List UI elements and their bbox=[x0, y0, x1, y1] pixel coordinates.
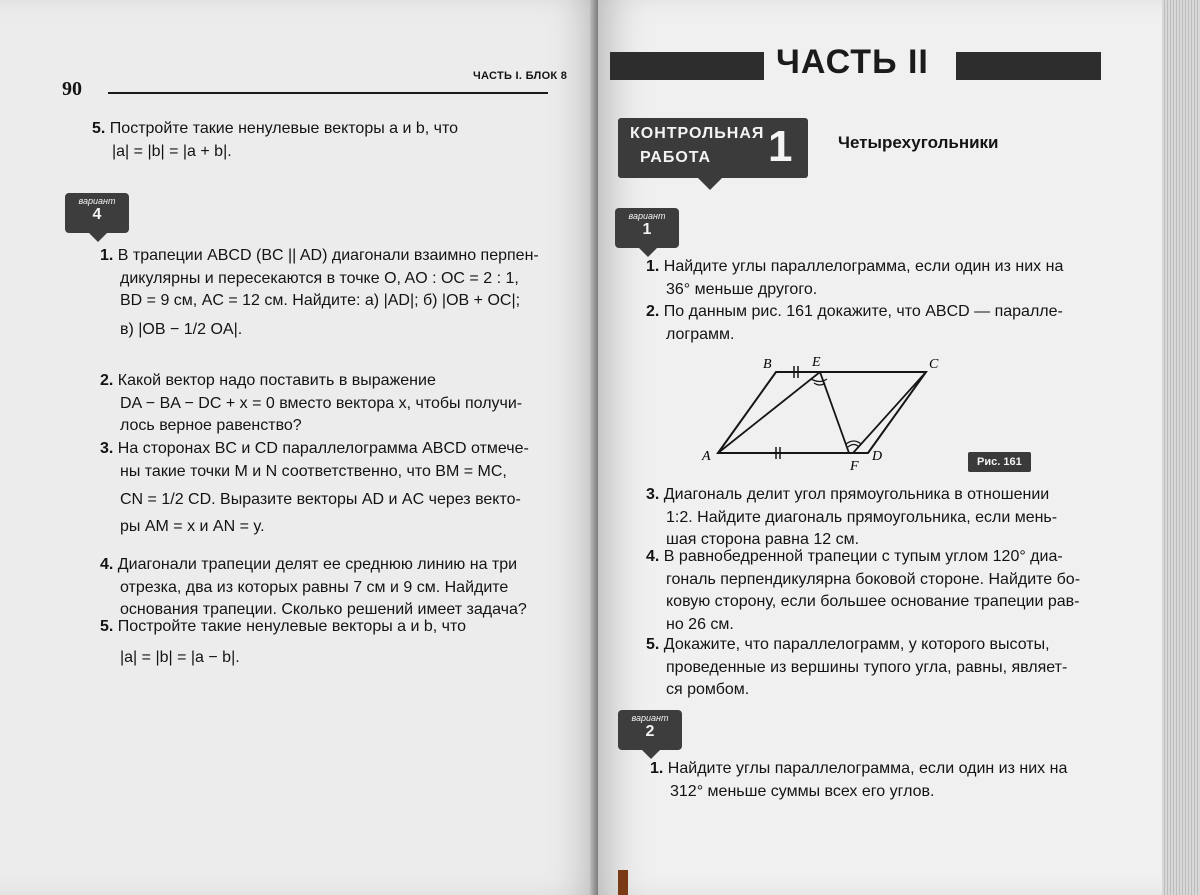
problem-line: 312° меньше суммы всех его углов. bbox=[670, 782, 935, 800]
problem-line: 1:2. Найдите диагональ прямоугольника, если мень- bbox=[666, 508, 1058, 526]
variant-badge-2 bbox=[618, 710, 682, 750]
bookmark-ribbon bbox=[618, 870, 628, 895]
figure-161-parallelogram bbox=[702, 352, 939, 474]
v1-problem-3 bbox=[646, 484, 1057, 552]
page-number: 90 bbox=[62, 78, 82, 100]
problem-2 bbox=[100, 370, 522, 438]
vertex-label-e: E bbox=[812, 355, 821, 370]
segment-fc bbox=[853, 372, 926, 453]
problem-line: |a| = |b| = |a + b|. bbox=[112, 142, 232, 160]
problem-line: лось верное равенство? bbox=[120, 417, 302, 434]
problem-line: в) |OB − 1/2 OA|. bbox=[120, 320, 243, 338]
problem-5-top bbox=[92, 118, 458, 163]
running-header: ЧАСТЬ I. БЛОК 8 bbox=[473, 70, 568, 82]
v1-problem-4 bbox=[646, 546, 1080, 636]
problem-number: 2. bbox=[100, 372, 114, 389]
problem-line: ны такие точки M и N соответственно, что BM = MC, bbox=[120, 462, 507, 480]
problem-line: В трапеции ABCD (BC || AD) диагонали взаимно перпен- bbox=[117, 247, 539, 264]
vertex-label-c: C bbox=[929, 357, 939, 372]
problem-line: отрезка, два из которых равны 7 см и 9 см. Найдите bbox=[120, 578, 509, 596]
problem-line: шая сторона равна 12 см. bbox=[666, 531, 860, 548]
problem-line: |a| = |b| = |a − b|. bbox=[120, 648, 240, 666]
variant-badge-1 bbox=[615, 208, 679, 248]
problem-line: На сторонах BC и CD параллелограмма ABCD отмече- bbox=[117, 440, 529, 457]
problem-line: гональ перпендикулярна боковой стороне. Найдите бо- bbox=[666, 570, 1081, 588]
problem-5 bbox=[100, 616, 466, 669]
angle-arc bbox=[846, 441, 861, 444]
problem-line: ковую сторону, если большее основание трапеции рав- bbox=[666, 593, 1080, 610]
vertex-label-d: D bbox=[872, 449, 883, 464]
problem-number: 1. bbox=[650, 760, 664, 777]
problem-line: ры AM = x и AN = y. bbox=[120, 517, 265, 535]
variant-number: 1 bbox=[642, 221, 652, 238]
problem-line: CN = 1/2 CD. Выразите векторы AD и AC через векто- bbox=[120, 491, 521, 508]
variant-label: вариант bbox=[628, 211, 666, 221]
problem-number: 5. bbox=[100, 618, 114, 635]
problem-line: основания трапеции. Сколько решений имеет задача? bbox=[120, 601, 527, 618]
problem-number: 1. bbox=[646, 258, 660, 275]
part-title: ЧАСТЬ II bbox=[776, 43, 929, 81]
problem-line: дикулярны и пересекаются в точке O, AO : OC = 2 : 1, bbox=[120, 269, 519, 287]
problem-number: 1. bbox=[100, 247, 114, 264]
part-bar-left bbox=[610, 52, 764, 80]
problem-line: ся ромбом. bbox=[666, 681, 750, 698]
problem-number: 3. bbox=[646, 486, 660, 503]
page-edges bbox=[1162, 0, 1200, 895]
variant-number: 2 bbox=[645, 723, 655, 740]
problem-number: 5. bbox=[92, 120, 106, 137]
right-page bbox=[598, 0, 1200, 895]
problem-number: 5. bbox=[646, 636, 660, 653]
variant-label: вариант bbox=[78, 196, 116, 206]
problem-number: 3. bbox=[100, 440, 114, 457]
problem-line: но 26 см. bbox=[666, 615, 734, 633]
header-rule bbox=[108, 92, 548, 94]
problem-line: проведенные из вершины тупого угла, равны, являет- bbox=[666, 658, 1068, 676]
v1-problem-2 bbox=[646, 301, 1063, 346]
problem-line: Диагонали трапеции делят ее среднюю линию на три bbox=[117, 556, 518, 573]
problem-line: лограмм. bbox=[666, 325, 735, 343]
problem-number: 2. bbox=[646, 303, 660, 320]
problem-line: DA − BA − DC + x = 0 вместо вектора x, чтобы получи- bbox=[120, 394, 523, 412]
problem-1 bbox=[100, 245, 539, 341]
problem-line: Какой вектор надо поставить в выражение bbox=[117, 372, 436, 389]
v1-problem-1 bbox=[646, 256, 1063, 301]
test-header-box bbox=[618, 118, 808, 178]
variant-label: вариант bbox=[631, 713, 669, 723]
test-label: РАБОТА bbox=[640, 149, 712, 166]
problem-4 bbox=[100, 554, 527, 622]
vertex-label-b: B bbox=[763, 357, 772, 372]
problem-line: BD = 9 см, AC = 12 см. Найдите: а) |AD|; б) |OB + OC|; bbox=[120, 292, 521, 309]
problem-line: Постройте такие ненулевые векторы a и b, что bbox=[117, 618, 467, 635]
angle-arc bbox=[811, 379, 827, 382]
problem-line: Диагональ делит угол прямоугольника в отношении bbox=[663, 486, 1050, 503]
v1-problem-5 bbox=[646, 634, 1067, 702]
problem-line: Найдите углы параллелограмма, если один из них на bbox=[667, 760, 1068, 777]
part-bar-right bbox=[956, 52, 1101, 80]
test-number: 1 bbox=[768, 122, 793, 171]
segment-ae bbox=[718, 372, 820, 453]
variant-badge-4 bbox=[65, 193, 129, 233]
problem-line: Докажите, что параллелограмм, у которого высоты, bbox=[663, 636, 1050, 653]
topic-title: Четырехугольники bbox=[838, 133, 999, 152]
angle-arc bbox=[848, 445, 859, 448]
test-label: КОНТРОЛЬНАЯ bbox=[630, 125, 765, 142]
problem-number: 4. bbox=[100, 556, 114, 573]
problem-3 bbox=[100, 438, 529, 538]
v2-problem-1 bbox=[650, 758, 1067, 803]
vertex-label-f: F bbox=[850, 459, 859, 474]
problem-line: 36° меньше другого. bbox=[666, 280, 818, 298]
problem-line: В равнобедренной трапеции с тупым углом 120° диа- bbox=[663, 548, 1063, 565]
left-page bbox=[0, 0, 598, 895]
problem-line: Найдите углы параллелограмма, если один из них на bbox=[663, 258, 1064, 275]
variant-number: 4 bbox=[92, 206, 102, 223]
problem-line: Постройте такие ненулевые векторы a и b, что bbox=[109, 120, 459, 137]
figure-caption: Рис. 161 bbox=[968, 452, 1031, 472]
vertex-label-a: A bbox=[702, 449, 711, 464]
problem-number: 4. bbox=[646, 548, 660, 565]
problem-line: По данным рис. 161 докажите, что ABCD — паралле- bbox=[663, 303, 1063, 320]
